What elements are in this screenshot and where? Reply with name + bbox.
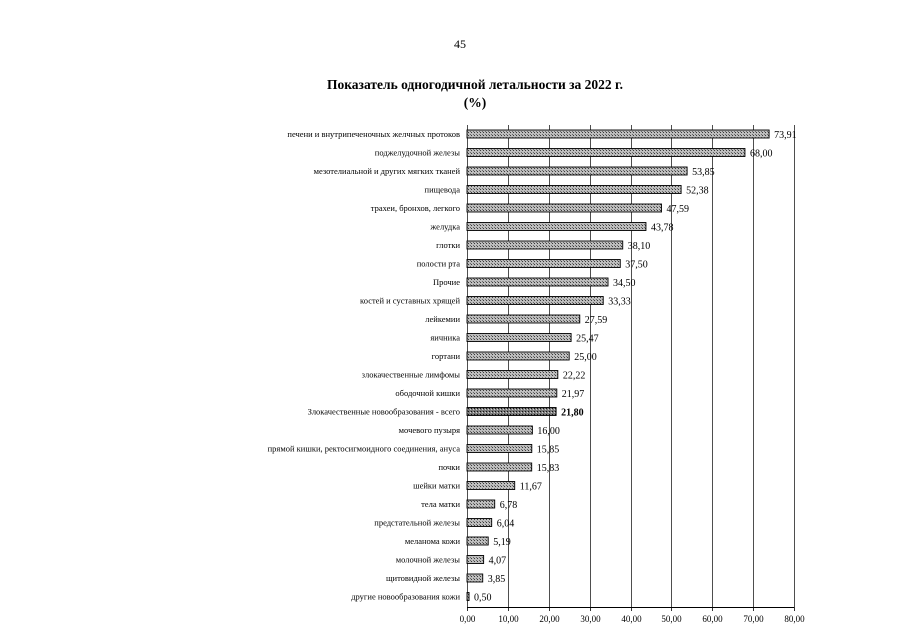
bar (467, 537, 488, 545)
data-label: 68,00 (749, 148, 773, 160)
bar (467, 278, 608, 286)
bar (467, 426, 532, 434)
x-tick-label: 60,00 (702, 614, 723, 624)
data-label: 21,97 (561, 389, 585, 400)
data-label: 6,78 (499, 500, 518, 511)
category-label: лейкемии (425, 314, 460, 324)
data-label: 27,59 (584, 315, 608, 326)
bar (467, 260, 620, 268)
x-tick-label: 80,00 (784, 614, 805, 624)
data-label: 52,38 (686, 185, 709, 197)
bar (467, 297, 603, 305)
chart-title-text: Показатель одногодичной летальности за 2022 г. (326, 77, 624, 92)
x-tick-label: 40,00 (621, 614, 642, 624)
category-label: Злокачественные новообразования - всего (307, 406, 460, 417)
category-label: ободочной кишки (395, 388, 460, 398)
bar (467, 130, 769, 138)
bar (467, 186, 681, 194)
category-label: полости рта (416, 258, 460, 269)
data-label: 16,00 (537, 426, 560, 437)
bar (467, 352, 569, 360)
bar (467, 389, 557, 397)
x-axis (460, 607, 806, 624)
category-label: яичника (430, 332, 460, 343)
data-label: 15,83 (536, 463, 560, 474)
data-label: 3,85 (487, 574, 506, 585)
x-tick-label: 10,00 (498, 614, 519, 624)
category-label: поджелудочной железы (374, 147, 460, 158)
page-number: 45 (454, 37, 466, 51)
category-label: предстательной железы (374, 517, 460, 528)
category-label: другие новообразования кожи (351, 591, 460, 602)
bar (467, 500, 495, 508)
category-label: печени и внутрипеченочных желчных протоков (287, 129, 460, 139)
x-tick-label: 70,00 (743, 614, 764, 624)
bar (467, 371, 558, 379)
category-label: костей и суставных хрящей (360, 295, 460, 306)
category-label: мочевого пузыря (398, 425, 460, 435)
bar (467, 149, 745, 157)
bar (467, 241, 623, 249)
bar (467, 445, 532, 453)
data-label: 73,91 (774, 130, 797, 141)
data-label: 43,78 (650, 222, 674, 234)
x-tick-label: 30,00 (580, 614, 601, 624)
labels-layer (268, 129, 797, 604)
data-label: 6,04 (496, 518, 515, 530)
category-label: мезотелиальной и других мягких тканей (313, 166, 460, 176)
category-label: шейки матки (413, 480, 460, 491)
data-label: 25,47 (576, 333, 599, 345)
data-label: 11,67 (519, 481, 542, 493)
data-label: 25,00 (574, 352, 597, 363)
bar (467, 408, 556, 416)
category-label: тела матки (421, 499, 460, 509)
category-label: молочной железы (395, 554, 460, 565)
bar (467, 556, 484, 564)
grid-layer (468, 125, 795, 607)
category-label: меланома кожи (404, 536, 460, 546)
data-label: 0,50 (474, 592, 492, 604)
data-label: 5,19 (493, 537, 511, 548)
bar (467, 463, 532, 471)
data-label: 22,22 (562, 370, 586, 382)
data-label: 4,07 (488, 555, 507, 567)
category-label: прямой кишки, ректосигмоидного соединения, ануса (267, 443, 460, 454)
category-label: щитовидной железы (385, 573, 460, 583)
bar (467, 574, 483, 582)
bars-layer (467, 130, 769, 601)
category-label: гортани (431, 351, 460, 361)
category-label: злокачественные лимфомы (361, 369, 460, 380)
bar (467, 593, 469, 601)
category-label: желудка (430, 221, 460, 232)
chart-subtitle: (%) (463, 95, 487, 110)
category-label: почки (438, 462, 460, 472)
bar (467, 482, 515, 490)
bar (467, 204, 662, 212)
data-label: 47,59 (666, 204, 690, 215)
bar (467, 334, 571, 342)
category-label: глотки (436, 240, 460, 250)
data-label: 33,33 (608, 296, 631, 308)
x-tick-label: 20,00 (539, 614, 560, 624)
data-label: 21,80 (561, 407, 584, 419)
x-tick-label: 50,00 (661, 614, 682, 624)
data-label: 38,10 (627, 241, 651, 252)
bar (467, 223, 646, 231)
category-label: трахеи, бронхов, легкого (370, 203, 460, 213)
data-label: 53,85 (692, 167, 715, 178)
data-label: 37,50 (625, 259, 648, 271)
bar (467, 167, 687, 175)
x-tick-label: 0,00 (459, 614, 476, 624)
data-label: 34,50 (613, 278, 636, 289)
data-label: 15,85 (536, 444, 560, 456)
bar (467, 519, 492, 527)
category-label: пищевода (424, 184, 460, 195)
category-label: Прочие (432, 277, 460, 287)
bar (467, 315, 580, 323)
